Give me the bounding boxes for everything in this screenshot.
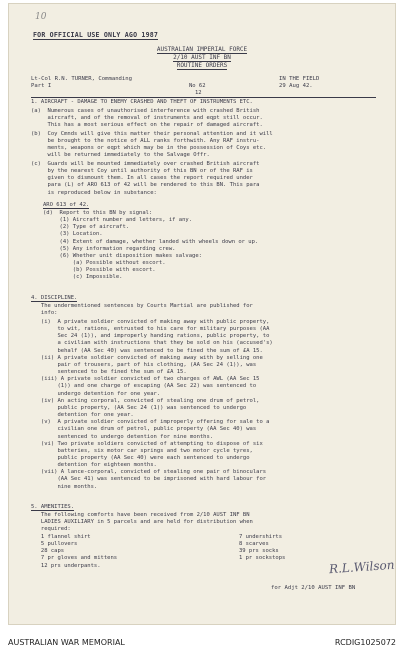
page-number: 12 <box>195 90 202 96</box>
section-5-intro: The following comforts have been received from 2/10 AUST INF BN LADIES AUXILIARY in 5 parcels and are held for distribution when required: <box>40 512 253 533</box>
section-1-para-c: (c) Guards will be mounted immediately over crashed British aircraft by the nearest Coy until authority of this BN or of the RAF is given to dismount them. In all cases the report required under para (L) of ARO 613 of 42 will be rendered to this BN. This para is reproduced below in substance: <box>31 161 260 196</box>
commander-block <box>31 76 201 90</box>
comforts-list-right: 7 undershirts 8 scarves 39 prs socks 1 pr sockstops <box>239 534 286 562</box>
document-page <box>9 4 395 624</box>
section-4-title: 4. DISCIPLINE. <box>31 295 78 301</box>
orders-heading: ROUTINE ORDERS <box>176 62 228 69</box>
archive-name: AUSTRALIAN WAR MEMORIAL <box>8 638 125 647</box>
orders-number: No 62 <box>189 83 206 89</box>
aro-text: (d) Report to this BN by signal: (1) Aircraft number and letters, if any. (2) Type of aircraft. (3) Location. (4) Extent of damage, whether landed with wheels down or up. (5) Any information regarding crew. (6) Whether unit disposition makes salvage: (a) Possible without escort. (b) Possible with escort. (c) Impossible. <box>43 210 259 281</box>
security-marking: FOR OFFICIAL USE ONLY AGO 1987 <box>33 31 159 39</box>
section-4-intro: The undermentioned sentences by Courts Martial are published for info: <box>40 303 253 317</box>
section-1-title: 1. AIRCRAFT - DAMAGE TO ENEMY CRASHED AND THEFT OF INSTRUMENTS ETC. <box>31 99 253 105</box>
aro-reference: ARO 613 of 42. <box>43 202 90 208</box>
section-5-title: 5. AMENITIES. <box>31 504 75 510</box>
force-heading: AUSTRALIAN IMPERIAL FORCE <box>156 46 248 53</box>
comforts-list-left: 1 flannel shirt 5 pullovers 28 caps 7 pr gloves and mittens 12 prs underpants. <box>40 534 118 569</box>
section-1-para-b: (b) Coy Cmnds will give this matter their personal attention and it will be brought to the notice of ALL ranks forthwith. Any RAF instru- ments, weapons or eqpt which may be in the possession of Coys etc. will be returned immediately to the Salvage Offr. <box>31 131 273 159</box>
header-rule <box>31 97 376 98</box>
location-block <box>279 76 379 90</box>
record-id: RCDIG1025072 <box>334 638 396 647</box>
part-label: Part I <box>31 83 52 89</box>
signature: R.L.Wilson <box>328 557 395 577</box>
archive-footer <box>0 630 404 654</box>
commander: Lt-Col R.N. TURNER, Commanding <box>31 76 133 82</box>
handwritten-page-number: 10 <box>35 12 47 22</box>
section-4-items: (i) A private soldier convicted of making away with public property, to wit, rations, entrusted to his care for military purposes (AA Sec 24 (1)), and improperly handing rations, public property, to a civilian with instructions that they be sold on his (accused's) behalf (AA Sec 40) was sentenced to be fined the sum of £A 15. (ii) A private soldier convicted of making away with by selling one pair of trousers, part of his clothing, (AA Sec 24 (1)), was sentenced to be fined the sum of £A 15. (iii) A private soldier convicted of two charges of AWL (AA Sec 15 (1)) and one charge of escaping (AA Sec 22) was sentenced to undergo detention for one year. (iv) An acting corporal, convicted of stealing one drum of petrol, public property, (AA Sec 24 (1)) was sentenced to undergo detention for one year. (v) A private soldier convicted of improperly offering for sale to a civilian one drum of petrol, public property (AA Sec 40) was sentenced to undergo detention for nine months. (vi) Two private soldiers convicted of attempting to dispose of six batteries, six motor car springs and two motor cycle tyres, public property (AA Sec 40) were each sentenced to undergo detention for eighteen months. (vii) A lance-corporal, convicted of stealing one pair of binoculars (AA Sec 41) was sentenced to be imprisoned with hard labour for nine months. <box>40 319 273 490</box>
order-date: 29 Aug 42. <box>279 83 313 89</box>
unit-heading: 2/10 AUST INF BN <box>173 54 231 61</box>
location: IN THE FIELD <box>279 76 320 82</box>
section-1-para-a: (a) Numerous cases of unauthorised interference with crashed British aircraft, and of the removal of instruments and eqpt still occur. This has a most serious effect on the repair of damaged aircraft. <box>31 108 263 129</box>
signature-line: for Adjt 2/10 AUST INF BN <box>271 585 356 591</box>
